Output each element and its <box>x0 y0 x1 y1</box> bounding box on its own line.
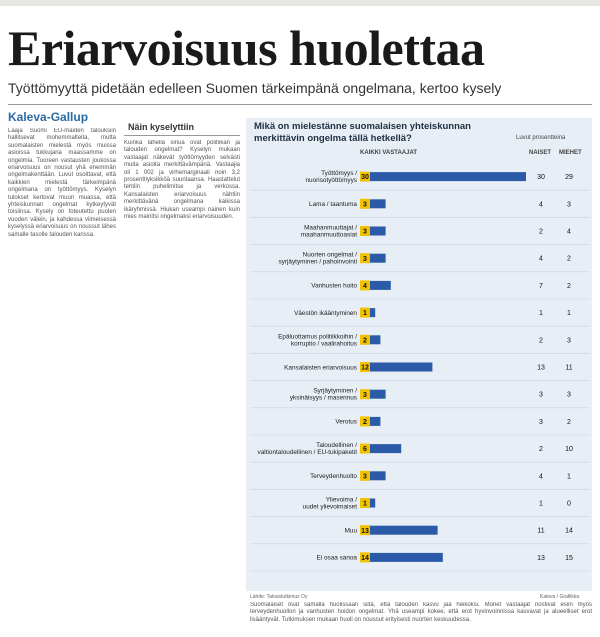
bar-all <box>370 471 386 480</box>
subheadline: Työttömyyttä pidetään edelleen Suomen tärkeimpänä ongelmana, kertoo kysely <box>8 80 502 96</box>
bar-all <box>370 281 391 290</box>
value-women: 2 <box>539 337 543 345</box>
bar-all <box>370 172 526 181</box>
value-women: 4 <box>539 255 543 263</box>
category-label: Terveydenhuolto <box>310 473 357 481</box>
factbox-title: Näin kyselyttiin <box>128 122 195 132</box>
chart-units: Luvut prosentteina <box>516 135 566 141</box>
value-label: 1 <box>363 310 367 318</box>
bar-all <box>370 308 375 317</box>
value-label: 12 <box>361 364 369 372</box>
value-men: 3 <box>567 337 571 345</box>
bar-all <box>370 444 401 453</box>
byline: Kaleva-Gallup <box>8 110 89 124</box>
bar-all <box>370 499 375 508</box>
value-women: 11 <box>537 527 545 535</box>
value-men: 29 <box>565 174 573 182</box>
value-label: 14 <box>361 555 369 562</box>
category-label: Verotus <box>335 418 357 426</box>
value-women: 3 <box>539 418 543 426</box>
header-women: NAISET <box>529 150 552 156</box>
value-men: 3 <box>567 391 571 399</box>
value-men: 3 <box>567 201 571 209</box>
value-men: 1 <box>567 310 571 318</box>
category-label: Ei osaa sanoa <box>316 554 357 562</box>
value-label: 3 <box>363 391 367 399</box>
value-women: 13 <box>537 554 545 562</box>
value-label: 3 <box>363 473 367 481</box>
footnote-source: Lähde: Taloustutkimus Oy <box>250 594 308 600</box>
category-label: Väestön ikääntyminen <box>294 309 357 317</box>
footnote-graphic: Kaleva / Grafiikka <box>540 594 580 600</box>
bar-all <box>370 199 386 208</box>
value-label: 2 <box>363 337 367 345</box>
headline: Eriarvoisuus huolettaa <box>8 20 485 76</box>
category-label: Taloudellinen / valtiontaloudellinen / EU-tukipaketit <box>257 442 357 457</box>
bar-all <box>370 417 380 426</box>
value-men: 1 <box>567 473 571 481</box>
value-label: 2 <box>363 419 367 426</box>
value-men: 2 <box>567 282 571 290</box>
bar-all <box>370 363 432 372</box>
value-label: 3 <box>363 228 367 236</box>
category-label: Syrjäytyminen / yksinäisyys / masennus <box>289 387 357 402</box>
bar-all <box>370 254 386 263</box>
value-women: 4 <box>539 473 543 481</box>
chart-title: Mikä on mielestänne suomalaisen yhteiskunnan merkittävin ongelma tällä hetkellä? <box>254 121 471 144</box>
column-2-text: Kuinka lähellä sinua ovat politiikan ja talouden ongelmat? Kyselyn mukaan vastaajat näkevät työttömyyden selvästi muita asioita merkittävämpänä. Vastaajia oli 1 002 ja virhemarginaali noin 3,2 prosenttiyksikköä suuntaansa. Haastattelut tehtiin puhelimitse ja verkossa. Kansalaisten eriarvoisuus nähtiin merkittävänä ongelmana kaikissa ikäryhmissä. Hiukan useampi nainen kuin mies mainitsi ongelmaksi eriarvoisuuden. <box>124 140 240 221</box>
bar-all <box>370 390 386 399</box>
value-label: 3 <box>363 201 367 209</box>
category-label: Nuorten ongelmat / syrjäytyminen / pahoinvointi <box>278 251 357 266</box>
value-women: 2 <box>539 446 543 454</box>
value-women: 1 <box>539 500 543 508</box>
value-label: 13 <box>361 527 369 535</box>
value-men: 2 <box>567 418 571 426</box>
value-men: 10 <box>565 446 573 454</box>
bar-all <box>370 553 443 562</box>
header-men: MIEHET <box>559 150 582 156</box>
article-column-3 <box>250 602 592 636</box>
category-label: Muu <box>344 527 357 535</box>
value-label: 6 <box>363 446 367 454</box>
column-1-text: Laaja Suomi EU-maiden talouksiin hallitsevat mohemmalteita, mutta suomalaisten mielestä myös muissa asioissa tukkujana maassamme on ongelmia. Tuoreen vastausten joukossa eriarvoisuus on nousut yhä enemmän ongelmakenttään. Luvut osoittavat, että kaikkien mielestä tärkeimpänä ongelmana on työttömyys. Kyselyn tulokset kertovat muun muassa, että yhteiskunnan ongelmat kytkeytyvät toisiinsa. Kysely on toteutettu puolen vuoden välein, ja kahdessa viimeisessä kyselyssä eriarvoisuus on noussut lähes samalle tasolle talouden kanssa. <box>8 128 116 238</box>
value-men: 2 <box>567 255 571 263</box>
value-label: 4 <box>363 283 367 290</box>
category-label: Ylievoima / uudet ylievoimaiset <box>302 496 357 511</box>
category-label: Maahanmuuttajat / maahanmuuttoasiat <box>300 224 357 239</box>
category-label: Kansalaisten eriarvoisuus <box>284 364 357 372</box>
value-women: 2 <box>539 228 543 236</box>
value-women: 13 <box>537 364 545 372</box>
value-label: 1 <box>363 500 367 508</box>
value-women: 30 <box>537 174 545 182</box>
value-label: 3 <box>363 255 367 263</box>
value-men: 0 <box>567 500 571 508</box>
bar-all <box>370 227 386 236</box>
value-women: 3 <box>539 391 543 399</box>
value-men: 11 <box>565 364 573 372</box>
column-3-text: Suomalaiset ovat samalla huolissaan siitä, että talouden kasvu jää heikoksi. Monet vastaajat nostivat esiin myös terveydenhuollon ja vanhusten hoidon ongelmat. Yhä useampi kokee, että erot hyvinvoinnissa kasvavat ja alueelliset erot lisääntyvät. Tutkimuksen mukaan huoli on noussut erityisesti nuorten keskuudessa. <box>250 602 592 623</box>
header-all: KAIKKI VASTAAJAT <box>360 150 417 156</box>
value-women: 7 <box>539 282 543 290</box>
bar-all <box>370 335 380 344</box>
category-label: Lama / taantuma <box>309 201 357 209</box>
value-label: 30 <box>361 174 369 182</box>
value-women: 1 <box>539 310 543 318</box>
bar-all <box>370 526 438 535</box>
value-men: 14 <box>565 527 573 535</box>
value-men: 15 <box>565 554 573 562</box>
category-label: Epäluottamus politiikkoihin / korruptio / vaalirahoitus <box>278 333 357 348</box>
value-women: 4 <box>539 201 543 209</box>
category-label: Vanhusten hoito <box>311 282 357 290</box>
category-label: Työttömyys / nuorisotyöttömyys <box>305 170 357 185</box>
value-men: 4 <box>567 228 571 236</box>
